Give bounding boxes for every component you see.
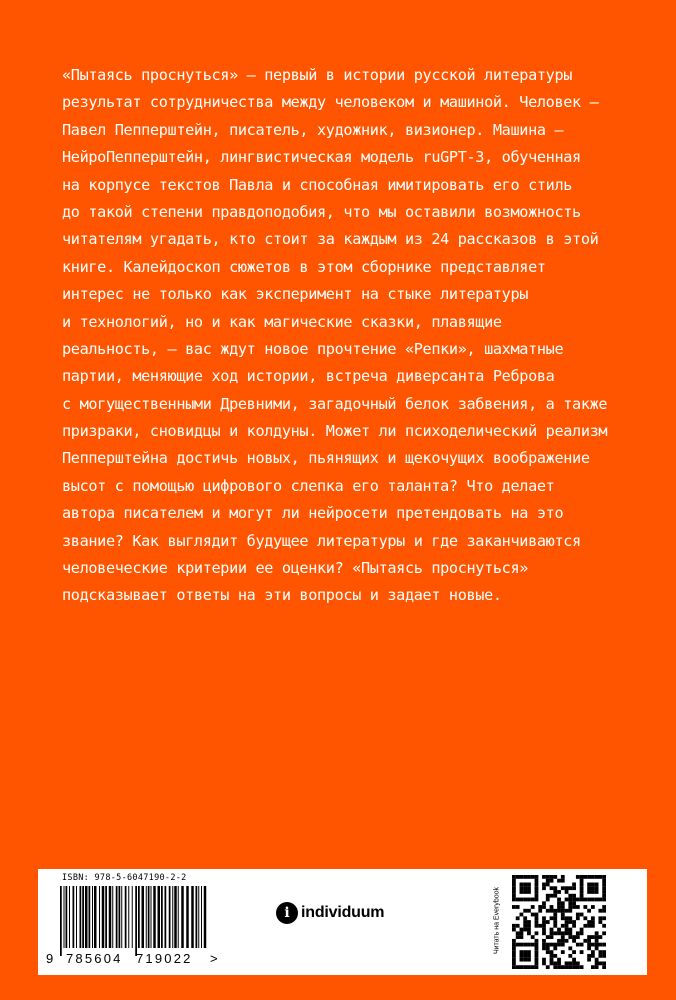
- ean-right-group: 719022: [136, 951, 193, 966]
- isbn-barcode-block: [44, 873, 224, 971]
- blurb-line: автора писателем и могут ли нейросети претендовать на это: [62, 504, 564, 523]
- blurb-line: звание? Как выглядит будущее литературы и где заканчиваются: [62, 531, 581, 550]
- blurb-line: результат сотрудничества между человеком и машиной. Человек —: [62, 93, 599, 112]
- blurb-line: на корпусе текстов Павла и способная имитировать его стиль: [62, 175, 573, 194]
- blurb-line: призраки, сновидцы и колдуны. Может ли психоделический реализм: [62, 422, 608, 441]
- ean-first-digit: 9: [46, 951, 54, 966]
- blurb-line: Павел Пепперштейн, писатель, художник, визионер. Машина —: [62, 120, 564, 139]
- publisher-logo: [276, 902, 384, 924]
- publisher-name: individuum: [301, 904, 385, 921]
- blurb-line: партии, меняющие ход истории, встреча диверсанта Реброва: [62, 367, 555, 386]
- blurb-line: реальность, — вас ждут новое прочтение «Репки», шахматные: [62, 339, 564, 358]
- ebook-caption-text: Читать на Everybook: [493, 886, 501, 955]
- blurb-line: подсказывает ответы на эти вопросы и задает новые.: [62, 586, 502, 605]
- barcode-icon: [58, 886, 208, 958]
- blurb-line: до такой степени правдоподобия, что мы оставили возможность: [62, 202, 581, 221]
- blurb-line: Пепперштейна достичь новых, пьянящих и щекочущих воображение: [62, 449, 590, 468]
- blurb-line: высот с помощью цифрового слепка его таланта? Что делает: [62, 476, 555, 495]
- publisher-mark-icon: i: [276, 902, 298, 924]
- blurb-line: книге. Калейдоскоп сюжетов в этом сборнике представляет: [62, 257, 546, 276]
- blurb-text: [62, 62, 622, 610]
- ean-left-group: 785604: [66, 951, 123, 966]
- blurb-line: «Пытаясь проснуться» — первый в истории русской литературы: [62, 66, 573, 84]
- blurb-line: читателям угадать, кто стоит за каждым из 24 рассказов в этой: [62, 230, 599, 249]
- isbn-text: ISBN: 978-5-6047190-2-2: [62, 873, 187, 883]
- blurb-line: и технологий, но и как магические сказки, плавящие: [62, 312, 502, 331]
- bottom-info-strip: [38, 869, 647, 975]
- blurb-line: человеческие критерии ее оценки? «Пытаясь проснуться»: [62, 559, 529, 578]
- blurb-line: НейроПепперштейн, лингвистическая модель ruGPT-3, обученная: [62, 148, 581, 167]
- ean-arrow: >: [210, 951, 218, 966]
- ebook-caption: [490, 875, 500, 969]
- blurb-line: с могущественными Древними, загадочный белок забвения, а также: [62, 394, 608, 413]
- qr-code-icon[interactable]: [512, 875, 606, 969]
- blurb-line: интерес не только как эксперимент на стыке литературы: [62, 285, 529, 304]
